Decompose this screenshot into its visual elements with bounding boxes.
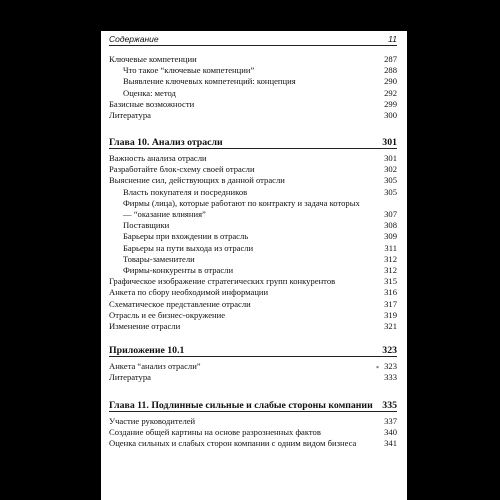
toc-entry[interactable]: [109, 76, 397, 87]
toc-entry-title: Поставщики: [123, 220, 170, 231]
toc-entry-page: 290: [384, 76, 397, 87]
toc-entry[interactable]: [109, 321, 397, 332]
toc-entry-page: 292: [384, 87, 397, 98]
toc-entry-page: 317: [384, 298, 397, 309]
toc-entry-page: 312: [384, 265, 397, 276]
chapter-title: Глава 10. Анализ отрасли: [109, 137, 223, 149]
header-page-number: 11: [388, 34, 397, 44]
toc-entry-page: 288: [384, 65, 397, 76]
toc-entry[interactable]: [109, 416, 397, 427]
toc-entry-page: 323: [384, 361, 397, 372]
toc-entry-page: 308: [384, 220, 397, 231]
toc-entry[interactable]: [109, 231, 397, 242]
toc-entry-page: 333: [384, 372, 397, 383]
toc-entry-page: 319: [384, 309, 397, 320]
toc-block-competencies: [109, 54, 397, 121]
toc-entry[interactable]: [109, 427, 397, 438]
toc-entry-title: Участие руководителей: [109, 415, 196, 426]
book-page: [101, 31, 407, 500]
chapter-11-heading[interactable]: [109, 396, 397, 412]
toc-entry-page: 287: [384, 53, 397, 64]
toc-entry-page: 316: [384, 287, 397, 298]
appendix-title: Приложение 10.1: [109, 345, 185, 357]
toc-entry-page: 311: [384, 242, 397, 253]
toc-entry-title: Анкета “анализ отрасли”: [109, 361, 201, 372]
toc-entry-title: Что такое “ключевые компетенции”: [123, 65, 255, 76]
toc-entry[interactable]: [109, 110, 397, 121]
toc-entry-page: 309: [384, 231, 397, 242]
toc-entry[interactable]: [109, 372, 397, 383]
toc-entry-page: 305: [384, 186, 397, 197]
toc-entry-title: Разработайте блок-схему своей отрасли: [109, 164, 255, 175]
chapter-title: Глава 11. Подлинные сильные и слабые стороны компании: [109, 399, 373, 411]
toc-entry-title: Литература: [109, 372, 151, 383]
toc-entry[interactable]: [109, 164, 397, 175]
chapter-page: 301: [382, 137, 397, 149]
toc-block-industry-analysis: [109, 153, 397, 332]
toc-entry-page: 341: [384, 437, 397, 448]
toc-entry[interactable]: [109, 65, 397, 76]
toc-entry-title: Товары-заменители: [123, 253, 195, 264]
toc-entry[interactable]: [109, 287, 397, 298]
toc-entry[interactable]: [109, 176, 397, 187]
toc-entry-page: 300: [384, 109, 397, 120]
chapter-10-heading[interactable]: [109, 133, 397, 149]
toc-entry-page: 312: [384, 253, 397, 264]
toc-block-strengths-weaknesses: [109, 416, 397, 450]
toc-entry-title: Выявление ключевых компетенций: концепция: [123, 76, 296, 87]
toc-entry-title: Изменение отрасли: [109, 320, 181, 331]
toc-entry[interactable]: [109, 361, 397, 372]
toc-entry-title: Литература: [109, 109, 151, 120]
toc-entry-title: Схематическое представление отрасли: [109, 298, 251, 309]
toc-entry-page: 337: [384, 415, 397, 426]
toc-entry-title: Создание общей картины на основе разрозненных фактов: [109, 426, 321, 437]
toc-entry[interactable]: [109, 99, 397, 110]
toc-entry-page: 315: [384, 276, 397, 287]
toc-entry-page: 302: [384, 164, 397, 175]
toc-entry[interactable]: [109, 220, 397, 231]
toc-entry-page: 299: [384, 98, 397, 109]
toc-entry-title: Ключевые компетенции: [109, 53, 197, 64]
toc-entry-title: Барьеры при вхождении в отрасль: [123, 231, 249, 242]
toc-block-appendix: [109, 361, 397, 383]
toc-entry[interactable]: [109, 54, 397, 65]
toc-entry[interactable]: [109, 88, 397, 99]
appendix-10-1-heading[interactable]: [109, 341, 397, 357]
toc-entry[interactable]: [109, 153, 397, 164]
toc-entry[interactable]: [109, 187, 397, 198]
toc-entry-title: Власть покупателя и посредников: [123, 186, 248, 197]
toc-entry-title: Оценка: метод: [123, 87, 176, 98]
toc-entry-title: Графическое изображение стратегических групп конкурентов: [109, 276, 336, 287]
toc-entry[interactable]: [109, 254, 397, 265]
toc-entry-title: Барьеры на пути выхода из отрасли: [123, 242, 254, 253]
toc-entry-page: 305: [384, 175, 397, 186]
toc-entry[interactable]: [109, 198, 397, 220]
toc-entry[interactable]: [109, 243, 397, 254]
toc-entry-title: Фирмы-конкуренты в отрасли: [123, 265, 234, 276]
header-title: Содержание: [109, 34, 159, 44]
toc-entry-title: Важность анализа отрасли: [109, 153, 207, 164]
toc-entry-title: Базисные возможности: [109, 98, 195, 109]
toc-entry-page: 321: [384, 320, 397, 331]
toc-entry-title: Отрасль и ее бизнес-окружение: [109, 309, 226, 320]
toc-entry[interactable]: [109, 310, 397, 321]
toc-entry-title: Анкета по сбору необходимой информации: [109, 287, 269, 298]
chapter-page: 335: [382, 399, 397, 411]
toc-entry-page: 301: [384, 153, 397, 164]
toc-entry-title: Выяснение сил, действующих в данной отрасли: [109, 175, 285, 186]
toc-entry[interactable]: [109, 299, 397, 310]
toc-entry[interactable]: [109, 265, 397, 276]
toc-entry-page: 340: [384, 426, 397, 437]
running-header: [109, 31, 397, 46]
toc-entry[interactable]: [109, 276, 397, 287]
footnote-marker: *: [376, 366, 379, 373]
appendix-page: 323: [382, 345, 397, 357]
toc-entry[interactable]: [109, 438, 397, 449]
toc-entry-title: Оценка сильных и слабых сторон компании с одним видом бизнеса: [109, 437, 357, 448]
toc-entry-title: Фирмы (лица), которые работают по контракту и задача которых — “оказание влияния”: [123, 197, 360, 220]
toc-entry-page: 307: [384, 209, 397, 220]
